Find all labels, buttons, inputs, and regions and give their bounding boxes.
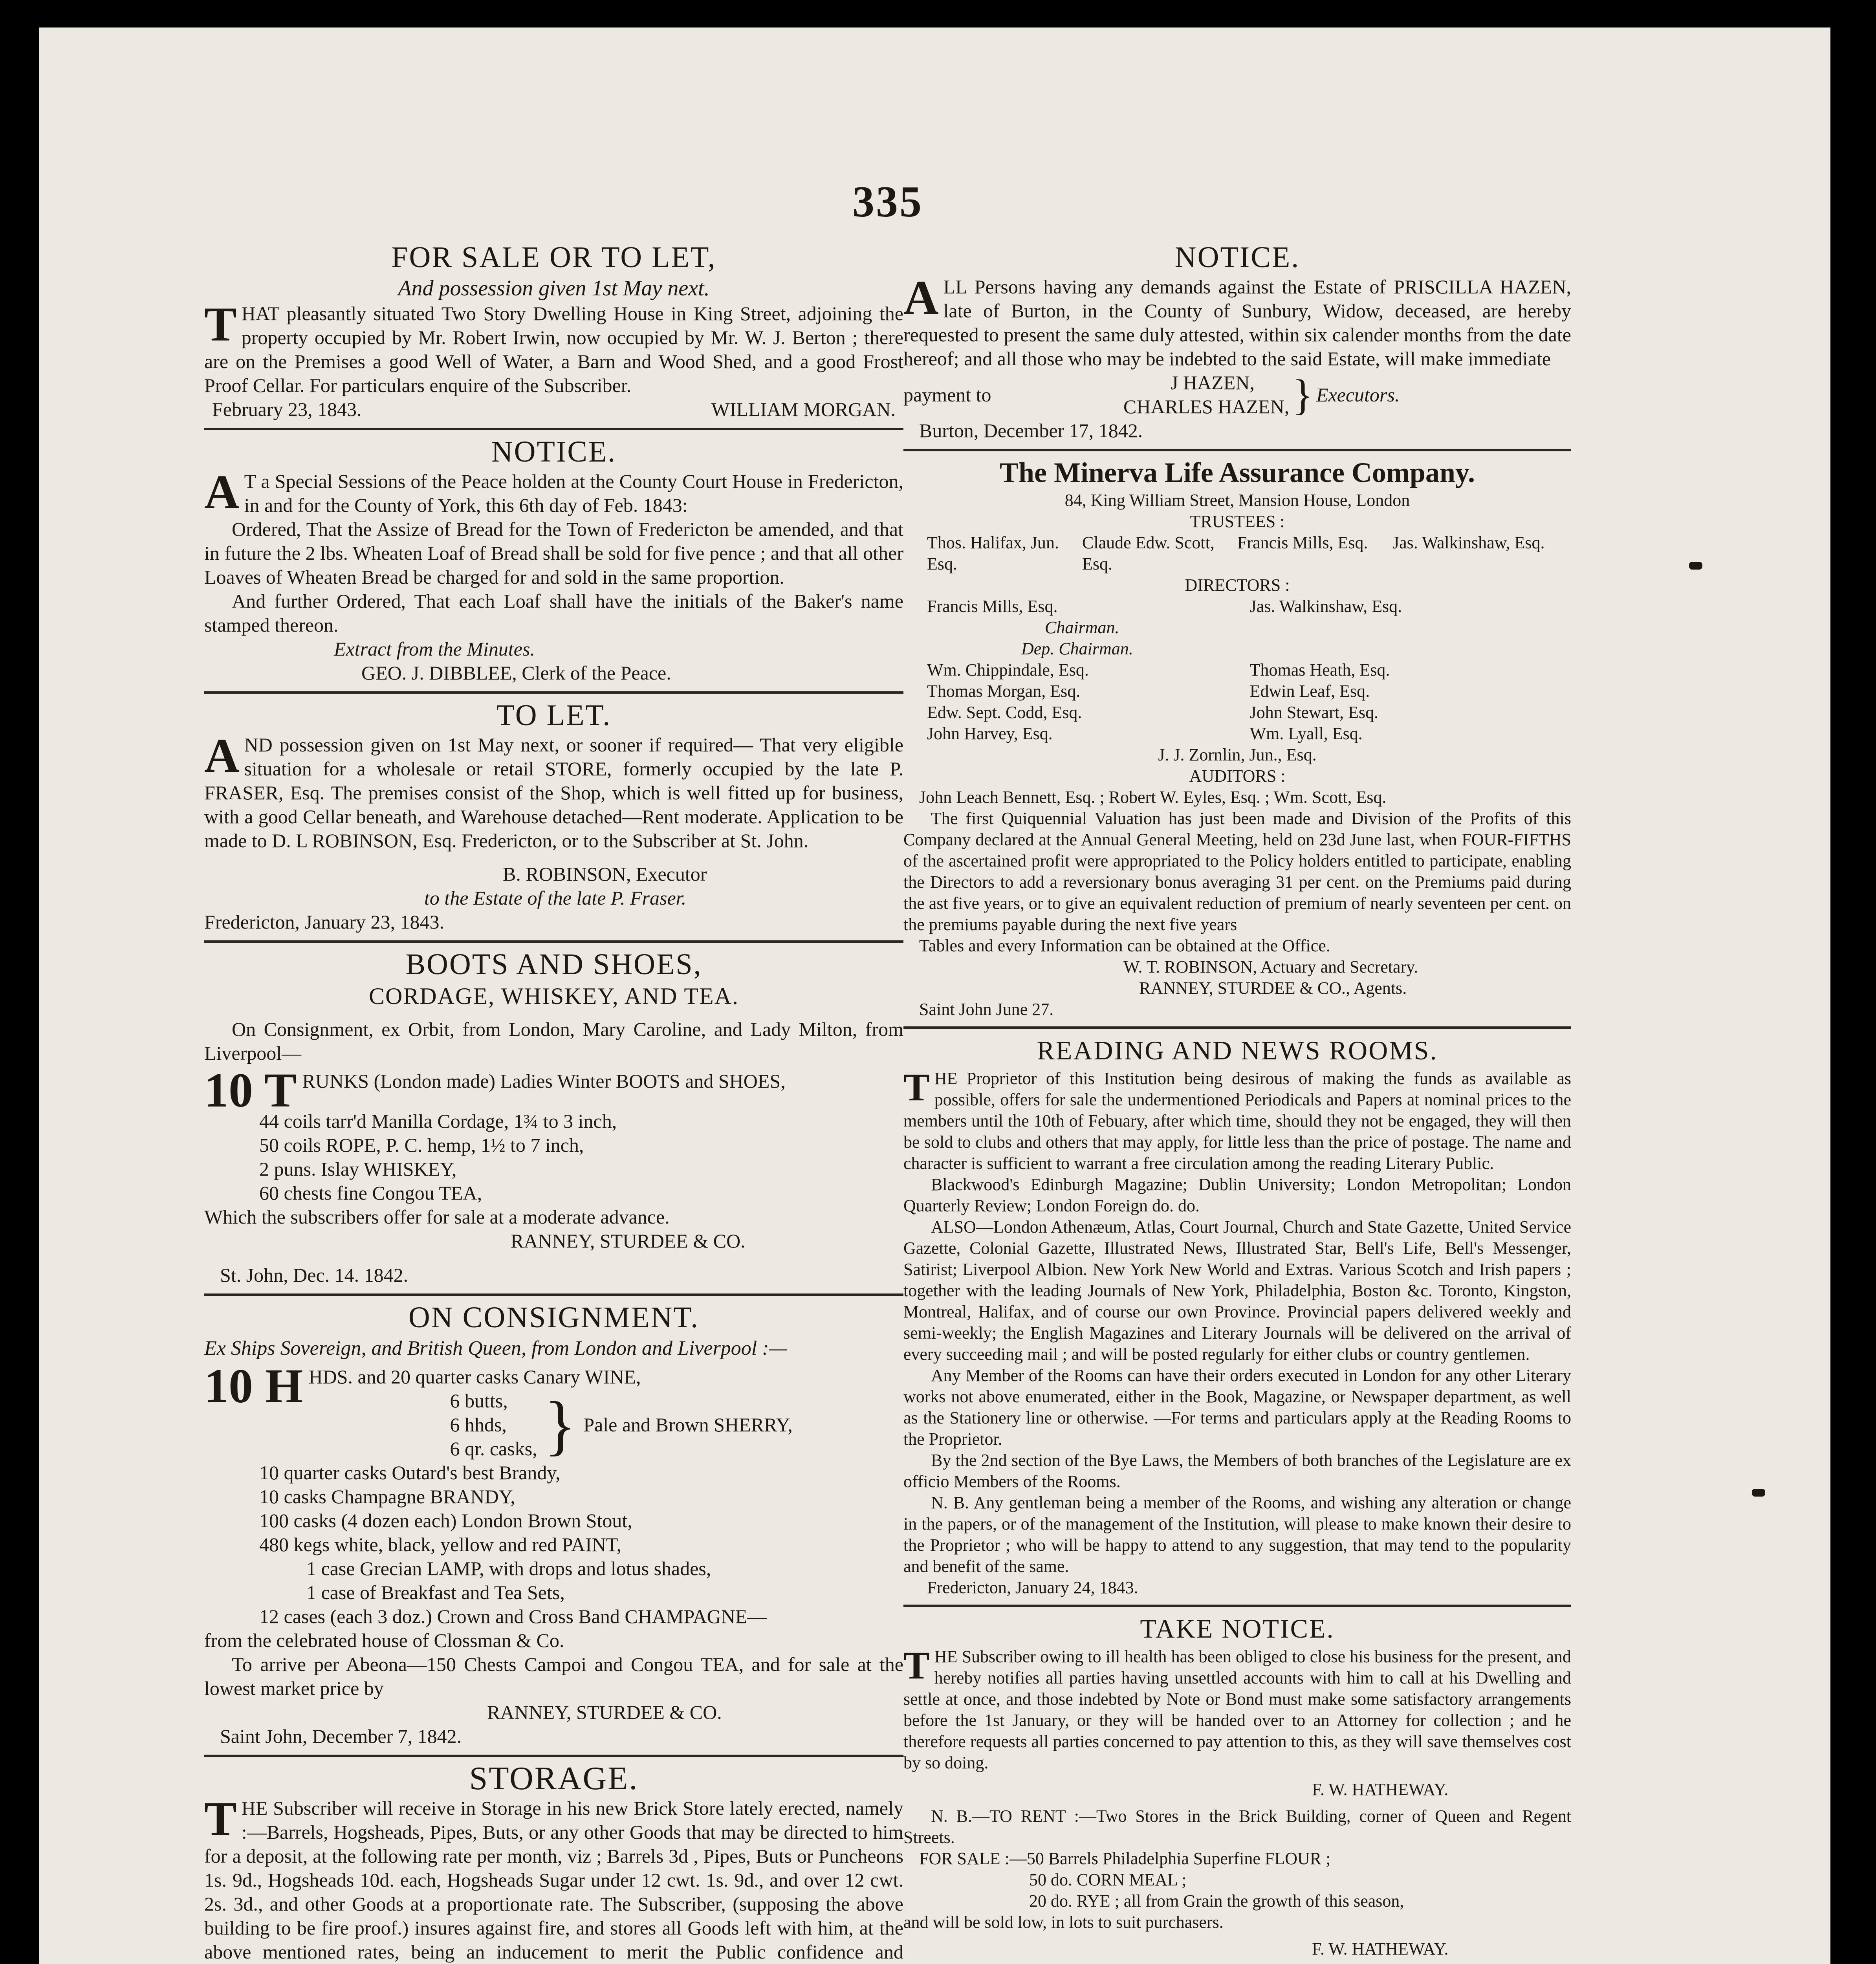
ad-reading-rooms	[903, 1033, 1571, 1598]
ad-signer: WILLIAM MORGAN.	[711, 398, 896, 420]
divider	[903, 1026, 1571, 1029]
sale-end: and will be sold low, in lots to suit purchasers.	[903, 1913, 1224, 1932]
item-line: 60 chests fine Congou TEA,	[259, 1182, 482, 1204]
ad-body: HE Subscriber owing to ill health has been obliged to close his business for the present, and hereby notifies all parties having unsettled accounts with him to call at his Dwelling and settle at once, and those indebted by Note or Bond must make some satisfactory arrangements before the 1st January, or they will be handed over to an Attorney for collection ; and he therefore requests all parties concerned to pay attention to this, as they will save themselves cost by so doing.	[903, 1647, 1571, 1772]
ad-signer: B. ROBINSON, Executor	[503, 863, 707, 885]
ad-signer: GEO. J. DIBBLEE, Clerk of the Peace.	[361, 662, 671, 684]
ad-title: BOOTS AND SHOES,	[405, 948, 702, 981]
ad-date: Fredericton, January 24, 1843.	[927, 1578, 1138, 1597]
ad-title: The Minerva Life Assurance Company.	[999, 457, 1475, 488]
executor-name: J HAZEN,	[1171, 372, 1255, 394]
item-line: 10 casks Champagne BRANDY,	[259, 1486, 515, 1508]
item-line: 480 kegs white, black, yellow and red PAINT,	[259, 1533, 622, 1555]
drop-cap: T	[204, 297, 237, 351]
ad-tables: Tables and every Information can be obtained at the Office.	[919, 936, 1330, 955]
item-line: 50 coils ROPE, P. C. hemp, 1½ to 7 inch,	[259, 1134, 584, 1156]
ad-body: Blackwood's Edinburgh Magazine; Dublin University; London Metropolitan; London Quarterly Review; London Foreign do. do.	[903, 1175, 1571, 1215]
ad-title: NOTICE.	[1174, 241, 1300, 274]
director: Thomas Heath, Esq.	[1249, 660, 1390, 680]
ad-body: The first Quiquennial Valuation has just been made and Division of the Profits of this Company declared at the Annual General Meeting, held on 23d June last, when FOUR-FIFTHS of the ascertained profit were appropriated to the Policy holders entitled to participate, enabling the Directors to add a reversionary bonus averaging 31 per cent. on the Premiums paid during the ast five years, or to give an equivalent reduction of premium of nearly seventeen per cent. on the premiums payable during the next five years	[903, 809, 1571, 934]
ad-address: 84, King William Street, Mansion House, London	[1064, 491, 1410, 510]
director: Thomas Morgan, Esq.	[927, 682, 1081, 701]
sale-item: 20 do. RYE ; all from Grain the growth of this season,	[1029, 1891, 1404, 1911]
ad-body: ND possession given on 1st May next, or sooner if required— That very eligible situation for a wholesale or retail STORE, formerly occupied by the late P. FRASER, Esq. The premises consist of the Shop, which is well fitted up for business, with a good Cellar beneath, and Warehouse detached—Rent moderate. Application to be made to D. L ROBINSON, Esq. Fredericton, or to the Subscriber at St. John.	[204, 734, 903, 852]
executors-label: Executors.	[1316, 383, 1400, 406]
ad-signer: RANNEY, STURDEE & CO.	[511, 1230, 746, 1252]
trustee: Francis Mills, Esq.	[1237, 533, 1368, 552]
big-number: 10 H	[204, 1359, 303, 1413]
ad-date: Saint John, December 7, 1842.	[220, 1725, 462, 1747]
ad-title: READING AND NEWS ROOMS.	[1037, 1035, 1438, 1065]
brace-icon: }	[1292, 370, 1314, 419]
item-line: 2 puns. Islay WHISKEY,	[259, 1158, 457, 1180]
trustees-label: TRUSTEES :	[1190, 512, 1285, 531]
director-role: Chairman.	[1045, 618, 1119, 637]
ad-body: LL Persons having any demands against the Estate of PRISCILLA HAZEN, late of Burton, in the County of Sunbury, Widow, deceased, are hereby requested to present the same duly attested, within six calender months from the date hereof; and all those who may be indebted to the said Estate, will make immediate	[903, 276, 1571, 370]
ad-body: HE Proprietor of this Institution being desirous of making the funds as available as possible, offers for sale the undermentioned Periodicals and Papers at nominal prices to the members until the 10th of Febuary, after which time, should they not be engaged, they will then be sold to clubs and others that may apply, for little less than the price of postage. The name and character is sufficient to warrant a free circulation among the reading Literary Public.	[903, 1069, 1571, 1173]
left-column	[204, 240, 903, 1964]
ad-date: Burton, December 17, 1842.	[919, 420, 1143, 442]
ad-rent: N. B.—TO RENT :—Two Stores in the Brick Building, corner of Queen and Regent Streets.	[903, 1806, 1571, 1847]
divider	[903, 1605, 1571, 1607]
ink-mark	[1689, 562, 1702, 570]
item-line: 44 coils tarr'd Manilla Cordage, 1¾ to 3 inch,	[259, 1110, 617, 1132]
ad-body: HE Subscriber will receive in Storage in his new Brick Store lately erected, namely :—Barrels, Hogsheads, Pipes, Buts, or any other Goods that may be directed to him for a deposit, at the following rate per month, viz ; Barrels 3d , Pipes, Buts or Puncheons 1s. 9d., Hogsheads 10d. each, Hogsheads Sugar under 12 cwt. 1s. 9d., and over 12 cwt. 2s. 3d., and other Goods at a proportionate rate. The Subscriber, (supposing the above building to be fire proof.) insures against fire, and stores all Goods left with him, at the above mentioned rates, being an inducement to merit the Public confidence and	[204, 1797, 903, 1963]
ad-take-notice	[903, 1611, 1571, 1960]
ad-arrive: To arrive per Abeona—150 Chests Campoi and Congou TEA, and for sale at the lowest market price by	[204, 1653, 903, 1699]
ad-subtitle: And possession given 1st May next.	[398, 276, 710, 300]
auditors: John Leach Bennett, Esq. ; Robert W. Eyles, Esq. ; Wm. Scott, Esq.	[919, 788, 1387, 807]
drop-cap: A	[903, 271, 939, 324]
ad-minerva	[903, 455, 1571, 1020]
executor-name: CHARLES HAZEN,	[1123, 396, 1290, 418]
director: John Stewart, Esq.	[1249, 703, 1379, 722]
ad-closing: Which the subscribers offer for sale at a moderate advance.	[204, 1206, 670, 1228]
divider	[204, 940, 903, 943]
director: Wm. Lyall, Esq.	[1249, 724, 1363, 743]
item-line: 100 casks (4 dozen each) London Brown Stout,	[259, 1510, 632, 1532]
director: J. J. Zornlin, Jun., Esq.	[1158, 745, 1317, 764]
ad-further: And further Ordered, That each Loaf shall have the initials of the Baker's name stamped thereon.	[204, 590, 903, 636]
ad-title: ON CONSIGNMENT.	[408, 1301, 700, 1334]
item-line: 1 case of Breakfast and Tea Sets,	[306, 1581, 565, 1603]
ad-first-line: RUNKS (London made) Ladies Winter BOOTS and SHOES,	[302, 1070, 786, 1092]
director: Edw. Sept. Codd, Esq.	[927, 703, 1082, 722]
divider	[204, 1293, 903, 1296]
sale-label: FOR SALE :—	[919, 1849, 1027, 1868]
sale-item: 50 Barrels Philadelphia Superfine FLOUR ;	[1026, 1849, 1331, 1868]
ad-house: from the celebrated house of Clossman & Co.	[204, 1629, 564, 1651]
right-column	[903, 240, 1571, 1964]
big-number: 10 T	[204, 1063, 297, 1117]
sherry-label: Pale and Brown SHERRY,	[583, 1414, 793, 1436]
trustee: Claude Edw. Scott, Esq.	[1082, 533, 1215, 573]
ad-body: HAT pleasantly situated Two Story Dwelling House in King Street, adjoining the property occupied by Mr. Robert Irwin, now occupied by Mr. W. J. Berton ; there are on the Premises a good Well of Water, a Barn and Wood Shed, and a good Frost Proof Cellar. For particulars enquire of the Subscriber.	[204, 302, 903, 396]
ad-title: STORAGE.	[469, 1760, 639, 1797]
divider	[903, 449, 1571, 451]
drop-cap: A	[204, 465, 240, 519]
ad-notice-bread	[204, 434, 903, 685]
divider	[204, 1755, 903, 1757]
item-line: 1 case Grecian LAMP, with drops and lotus shades,	[306, 1557, 711, 1579]
ad-title: FOR SALE OR TO LET,	[391, 241, 716, 274]
ad-body: ALSO—London Athenæum, Atlas, Court Journal, Church and State Gazette, United Service Gazette, Colonial Gazette, Illustrated News, Illustrated Star, Bell's Life, Bell's Messenger, Satirist; Liverpool Albion. New York New World and Extras. Various Scotch and Irish papers ; together with the leading Journals of New York, Philadelphia, Boston &c. Toronto, Kingston, Montreal, Halifax, and of course our own Province. Provincial papers delivered weekly and semi-weekly; the English Magazines and Literary Journals will be delivered on the arrival of every succeeding mail ; and will be posted regularly for either clubs or country gentlemen.	[903, 1217, 1571, 1364]
wine-line: 6 qr. casks,	[450, 1438, 537, 1460]
ad-title: NOTICE.	[491, 435, 617, 468]
divider	[204, 691, 903, 694]
directors-label: DIRECTORS :	[1185, 575, 1290, 595]
ad-signer: F. W. HATHEWAY.	[1312, 1939, 1449, 1959]
wine-line: 6 butts,	[450, 1390, 508, 1412]
divider	[204, 428, 903, 430]
ad-subtitle: Ex Ships Sovereign, and British Queen, from London and Liverpool :—	[204, 1337, 787, 1359]
item-line: 12 cases (each 3 doz.) Crown and Cross Band CHAMPAGNE—	[259, 1605, 767, 1627]
sale-item: 50 do. CORN MEAL ;	[1029, 1870, 1187, 1889]
drop-cap: T	[204, 1792, 237, 1846]
ad-date: Fredericton, January 23, 1843.	[204, 911, 444, 933]
director: Francis Mills, Esq.	[927, 597, 1058, 616]
ad-date: Saint John June 27.	[919, 1000, 1054, 1019]
ad-title: TAKE NOTICE.	[1140, 1614, 1335, 1643]
ad-to-let	[204, 698, 903, 934]
ad-ordered: Ordered, That the Assize of Bread for the Town of Fredericton be amended, and that in future the 2 lbs. Wheaten Loaf of Bread shall be sold for five pence ; and that all other Loaves of Wheaten Bread be charged for and sold in the same proportion.	[204, 518, 903, 588]
page-number: 335	[852, 178, 923, 226]
ad-intro: On Consignment, ex Orbit, from London, Mary Caroline, and Lady Milton, from Liverpool—	[204, 1018, 903, 1064]
ink-mark	[1752, 1489, 1765, 1497]
ad-on-consignment	[204, 1300, 903, 1748]
ad-payment: payment to	[903, 383, 991, 406]
auditors-label: AUDITORS :	[1189, 766, 1286, 786]
drop-cap: T	[903, 1065, 930, 1109]
trustee: Jas. Walkinshaw, Esq.	[1392, 533, 1545, 552]
ad-first-line: HDS. and 20 quarter casks Canary WINE,	[308, 1366, 641, 1388]
ad-date: St. John, Dec. 14. 1842.	[220, 1264, 409, 1286]
trustee: Thos. Halifax, Jun. Esq.	[927, 533, 1059, 573]
ad-extract: Extract from the Minutes.	[334, 638, 535, 660]
ad-storage	[204, 1761, 903, 1964]
ad-body: N. B. Any gentleman being a member of the Rooms, and wishing any alteration or change in the papers, or of the management of the Institution, will please to make known their desire to the Proprietor ; who will be happy to attend to any suggestion, that may tend to the popularity and benefit of the same.	[903, 1493, 1571, 1576]
ad-subtitle: CORDAGE, WHISKEY, AND TEA.	[368, 983, 739, 1009]
ad-date: February 23, 1843.	[212, 398, 362, 420]
drop-cap: T	[903, 1643, 930, 1687]
ad-notice-hazen	[903, 240, 1571, 443]
ad-title: TO LET.	[496, 699, 612, 732]
ad-signer: RANNEY, STURDEE & CO., Agents.	[1139, 978, 1407, 998]
ad-for-sale	[204, 240, 903, 421]
ad-signer-title: to the Estate of the late P. Fraser.	[424, 887, 687, 909]
ad-signer: RANNEY, STURDEE & CO.	[487, 1701, 722, 1723]
ad-body: T a Special Sessions of the Peace holden at the County Court House in Fredericton, in and for the County of York, this 6th day of Feb. 1843:	[244, 470, 903, 516]
wine-line: 6 hhds,	[450, 1414, 507, 1436]
item-line: 10 quarter casks Outard's best Brandy,	[259, 1462, 561, 1484]
director: Wm. Chippindale, Esq.	[927, 660, 1089, 680]
director: John Harvey, Esq.	[927, 724, 1053, 743]
newspaper-page	[39, 27, 1830, 1964]
director-role: Dep. Chairman.	[1021, 639, 1133, 658]
ad-signer: F. W. HATHEWAY.	[1312, 1780, 1449, 1799]
drop-cap: A	[204, 729, 240, 782]
ad-signer: W. T. ROBINSON, Actuary and Secretary.	[1123, 957, 1418, 977]
ad-boots-and-shoes	[204, 947, 903, 1287]
director: Jas. Walkinshaw, Esq.	[1249, 597, 1402, 616]
ad-body: By the 2nd section of the Bye Laws, the Members of both branches of the Legislature are ex officio Members of the Rooms.	[903, 1451, 1571, 1491]
director: Edwin Leaf, Esq.	[1249, 682, 1370, 701]
ad-body: Any Member of the Rooms can have their orders executed in London for any other Literary works not above enumerated, either in the Book, Magazine, or Newspaper department, as well as the Stationery line or otherwise. —For terms and particulars apply at the Reading Rooms to the Proprietor.	[903, 1366, 1571, 1449]
brace-icon: }	[544, 1388, 577, 1462]
